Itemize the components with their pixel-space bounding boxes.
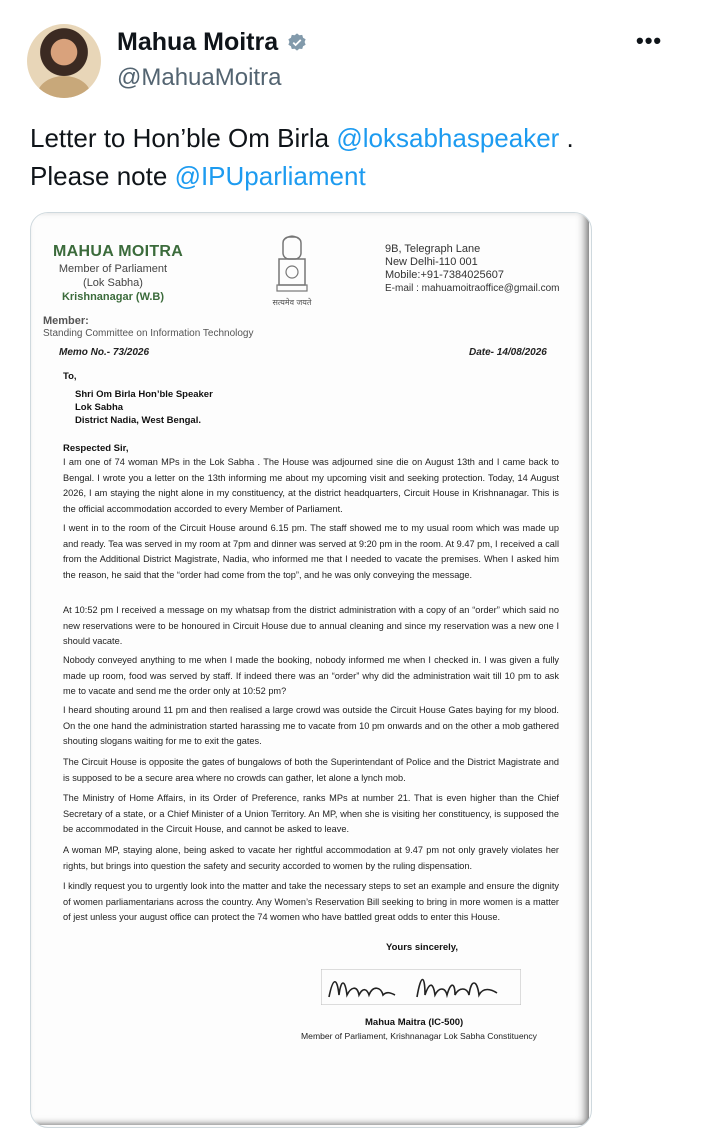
letter-paragraph: I heard shouting around 11 pm and then realised a large crowd was outside the Circuit House Gates baying for my blood. On the one hand the administration started harassing me to vacate from 10 pm onwards and on the other a mob gathered shouting slogans waiting for me to exit the gates. [63, 705, 559, 747]
addressee-line: District Nadia, West Bengal. [75, 415, 201, 426]
tweet-text-prefix: Letter to Hon’ble Om Birla [30, 123, 337, 153]
committee-label: Standing Committee on Information Technology [43, 328, 254, 339]
address-email: E-mail : mahuamoitraoffice@gmail.com [385, 283, 560, 294]
letter-paragraph: I kindly request you to urgently look into the matter and take the necessary steps to set an example and ensure the dignity of women parliamentarians across the country. Any Women’s Reservation Bill seeking to bring in more women is a matter of jest unless your august office can protect the 74 women who have battled great odds to enter this House. [63, 881, 559, 923]
letter-paragraph: I am one of 74 woman MPs in the Lok Sabha . The House was adjourned sine die on August 13th and I came back to Bengal. I wrote you a letter on the 13th informing me about my upcoming visit and seeking protection. Today, 14 August 2026, I am staying the night alone in my constituency, at the district headquarters, Circuit House in Krishnanagar. This is the official accommodation accorded to every Member of Parliament. [63, 457, 559, 514]
tweet-text-mid: . [559, 123, 574, 153]
tweet-image[interactable] [30, 212, 592, 1128]
closing: Yours sincerely, [386, 942, 458, 953]
memo-number: Memo No.- 73/2026 [59, 347, 150, 358]
handwritten-signature [321, 969, 521, 1005]
letter-date: Date- 14/08/2026 [469, 347, 547, 358]
mention-loksabhaspeaker[interactable]: @loksabhaspeaker [336, 123, 560, 153]
author-name[interactable]: Mahua Moitra [117, 28, 279, 56]
signatory-role: Member of Parliament, Krishnanagar Lok Sabha Constituency [301, 1031, 537, 1041]
to-label: To, [63, 371, 77, 382]
address-line2: New Delhi-110 001 [385, 256, 478, 268]
mention-ipuparliament[interactable]: @IPUparliament [174, 161, 366, 191]
letterhead-title: Member of Parliament [58, 263, 168, 275]
national-emblem-icon [269, 231, 315, 303]
letterhead-constituency: Krishnanagar (W.B) [61, 291, 165, 303]
address-line1: 9B, Telegraph Lane [385, 243, 481, 255]
author-avatar[interactable] [27, 24, 101, 98]
verified-badge-icon [286, 32, 308, 54]
letterhead-name: MAHUA MOITRA [53, 243, 184, 260]
tweet-text [30, 119, 670, 195]
letter-paragraph: The Circuit House is opposite the gates of bungalows of both the Superintendant of Police and the District Magistrate and is supposed to be a secure area where no crowds can gather, let alone a lynch mob. [63, 757, 559, 783]
letterhead-house: (Lok Sabha) [83, 277, 143, 289]
salutation: Respected Sir, [63, 443, 129, 454]
emblem-caption: सत्यमेव जयते [272, 298, 312, 307]
letter-paragraph: I went in to the room of the Circuit House around 6.15 pm. The staff showed me to my usual room which was made up and ready. Tea was served in my room at 7pm and dinner was served at 9:20 pm in the room. At 9.47 pm, I received a call from the Additional District Magistrate, Nadia, who informed me that I needed to vacate the premises. When I asked him the reason, he said that the “order had come from the top”, and he was only conveying the message. [63, 523, 559, 580]
addressee-line: Shri Om Birla Hon’ble Speaker [75, 389, 213, 400]
addressee-line: Lok Sabha [75, 402, 124, 413]
letter-paragraph: A woman MP, staying alone, being asked to vacate her rightful accommodation at 9.47 pm not only gravely violates her rights, but brings into question the safety and security accorded to women by the ruling dispensation. [63, 845, 559, 871]
tweet-text-line2: Please note [30, 161, 175, 191]
signatory-name: Mahua Maitra (IC-500) [365, 1017, 464, 1028]
letter-document [31, 213, 589, 1125]
more-options-icon[interactable]: ••• [636, 28, 663, 53]
member-label: Member: [43, 315, 89, 327]
author-handle[interactable]: @MahuaMoitra [117, 64, 282, 91]
letter-paragraph: Nobody conveyed anything to me when I made the booking, nobody informed me when I checked in. I was given a fully made up room, food was served by staff. If indeed there was an “order” why did the administration wait till 10 pm to ask me to vacate and send me the order only at 10:52 pm? [63, 655, 559, 697]
letter-paragraph: The Ministry of Home Affairs, in its Order of Preference, ranks MPs at number 21. That is even higher than the Chief Secretary of a state, or a Chief Minister of a Union Territory. An MP, when she is visiting her constituency, is supposed the be accommodated in the Circuit House, and cannot be asked to leave. [63, 793, 559, 835]
address-mobile: Mobile:+91-7384025607 [385, 269, 504, 281]
letter-paragraph: At 10:52 pm I received a message on my whatsap from the district administration with a copy of an “order” which said no new reservations were to be honoured in Circuit House due to annual cleaning and since my reservation was a new one I should vacate. [63, 605, 559, 647]
